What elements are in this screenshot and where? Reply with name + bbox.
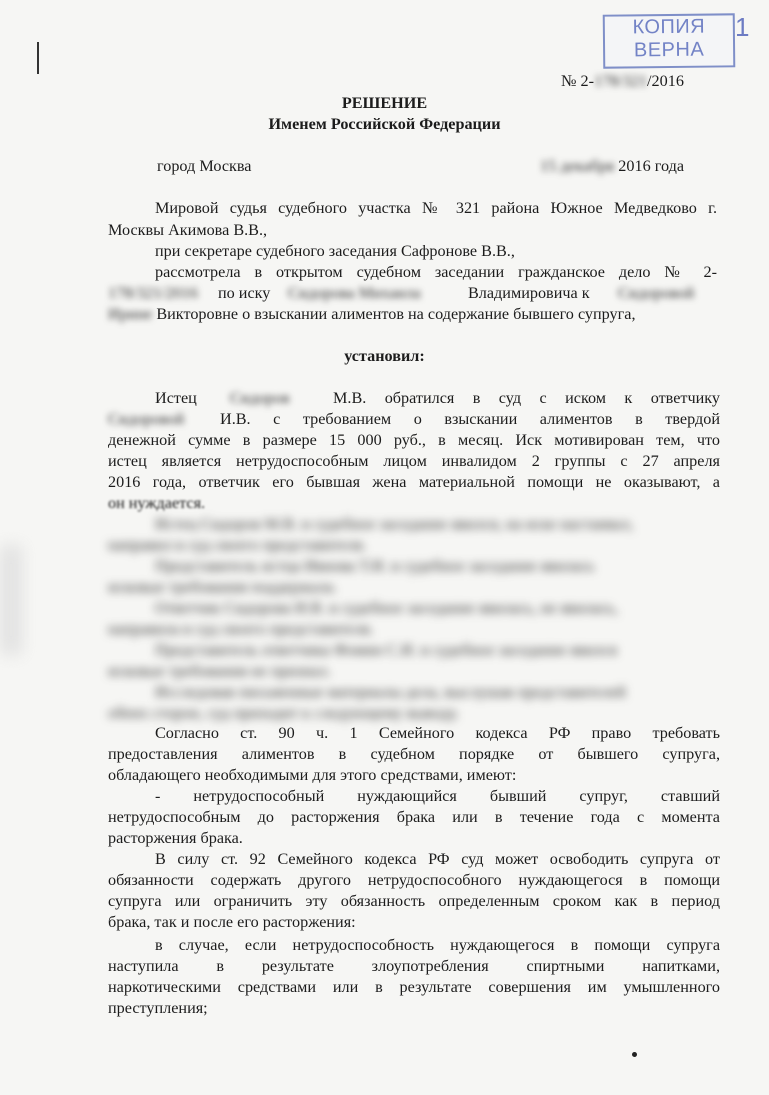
body-p1-line-1-text: М.В. обратился в суд с иском к ответчику: [333, 389, 720, 407]
body-p5-line-4: преступления;: [108, 999, 208, 1017]
city: город Москва: [157, 157, 252, 175]
blurred-line-3: Представитель истца Ивнова Т.И. в судебное заседание явилась: [155, 557, 595, 575]
plaintiff-surname-redacted: Сидоров: [230, 389, 290, 407]
body-p2-line-2: предоставления алиментов в судебном порядке от бывшего супруга,: [108, 745, 720, 763]
intro-line-6: [108, 304, 636, 324]
body-p4-line-1: В силу ст. 92 Семейного кодекса РФ суд может освободить супруга от: [155, 850, 720, 868]
case-number-suffix: /2016: [647, 72, 684, 90]
intro-line-4: рассмотрела в открытом судебном заседании гражданское дело № 2-: [155, 263, 717, 281]
blurred-line-9: Исследовав письменные материалы дела, выслушав представителей: [155, 683, 626, 701]
defendant-first-name-redacted: Ирине: [108, 305, 153, 323]
plaintiff-label: Истец: [155, 389, 197, 407]
ink-dot: [632, 1052, 637, 1057]
blurred-line-2: направил в суд своего представителя.: [108, 536, 367, 554]
copy-certified-stamp: [603, 13, 736, 68]
blurred-line-5: Ответчик Сидорова И.В. в судебное заседание явилась, не явилась,: [155, 599, 619, 617]
blurred-line-10: обеих сторон, суд приходит к следующему выводу.: [108, 704, 460, 722]
body-p5-line-2: наступила в результате злоупотребления спиртными напитками,: [108, 957, 720, 975]
case-number-prefix: № 2-: [561, 72, 594, 90]
body-p4-line-2: обязанности содержать другого нетрудоспособного нуждающегося в помощи: [108, 871, 720, 889]
document-subtitle: Именем Российской Федерации: [268, 115, 501, 133]
plaintiff-name-redacted: Сидорова Михаила: [288, 284, 421, 302]
blurred-line-7: Представитель ответчика Фомин С.И. в судебное заседание явился: [155, 641, 617, 659]
case-number-redacted: 178/321: [593, 72, 648, 90]
decision-date: [540, 156, 684, 176]
body-p4-line-3: супруга или ограничить эту обязанность определенным сроком как в период: [108, 892, 720, 910]
body-p2-line-3: обладающего необходимыми для этого средствами, имеют:: [108, 766, 517, 784]
document-title: РЕШЕНИЕ: [341, 94, 428, 112]
date-year: 2016 года: [618, 157, 685, 175]
body-p5-line-1: в случае, если нетрудоспособность нуждающегося в помощи супруга: [155, 936, 720, 954]
body-p4-line-4: брака, так и после его расторжения:: [108, 913, 356, 931]
body-p3-line-2: нетрудоспособным до расторжения брака или в течение года с момента: [108, 808, 720, 826]
case-number: [561, 71, 684, 91]
pen-mark: [37, 42, 39, 74]
case-ref-redacted: 178/321/2016: [108, 284, 198, 302]
section-heading-ustanovil: установил:: [344, 347, 425, 365]
body-p1-line-6: он нуждается.: [108, 494, 206, 512]
intro-line-6-text: Викторовне о взыскании алиментов на содержание бывшего супруга,: [156, 305, 636, 323]
body-p3-line-3: расторжения брака.: [108, 829, 243, 847]
body-p1-line-2-text: И.В. с требованием о взыскании алиментов в твердой: [220, 410, 720, 428]
blurred-line-1: Истец Сидоров М.В. в судебное заседание явился, на иске настаивал,: [155, 515, 634, 533]
intro-line-3: при секретаре судебного заседания Сафронове В.В.,: [155, 242, 515, 260]
body-p1-line-3: денежной сумме в размере 15 000 руб., в месяц. Иск мотивирован тем, что: [108, 431, 720, 449]
stamp-page-number: 1: [735, 12, 750, 42]
defendant-surname-redacted: Сидоровой: [108, 410, 185, 428]
intro-claim-label: по иску: [218, 284, 271, 302]
stamp-line-1: КОПИЯ: [632, 15, 706, 39]
scan-shadow: [0, 545, 22, 655]
blurred-line-6: направила в суд своего представителя.: [108, 620, 374, 638]
blurred-line-4: исковые требования поддержала.: [108, 578, 337, 596]
body-p2-line-1: Согласно ст. 90 ч. 1 Семейного кодекса РФ право требовать: [155, 724, 720, 742]
intro-line-1: Мировой судья судебного участка № 321 района Южное Медведково г.: [155, 199, 717, 217]
body-p1-line-4: истец является нетрудоспособным лицом инвалидом 2 группы с 27 апреля: [108, 452, 720, 470]
stamp-line-2: ВЕРНА: [633, 38, 705, 62]
date-redacted: 15 декабря: [540, 157, 615, 175]
blurred-line-8: исковые требования не признал.: [108, 662, 331, 680]
plaintiff-patronymic: Владимировича к: [468, 284, 590, 302]
defendant-name-redacted: Сидоровой: [618, 284, 695, 302]
body-p5-line-3: наркотическими средствами или в результате совершения им умышленного: [108, 978, 720, 996]
body-p3-line-1: - нетрудоспособный нуждающийся бывший супруг, ставший: [155, 787, 720, 805]
intro-line-2: Москвы Акимова В.В.,: [108, 221, 268, 239]
body-p1-line-5: 2016 года, ответчик его бывшая жена материальной помощи не оказывают, а: [108, 473, 720, 491]
